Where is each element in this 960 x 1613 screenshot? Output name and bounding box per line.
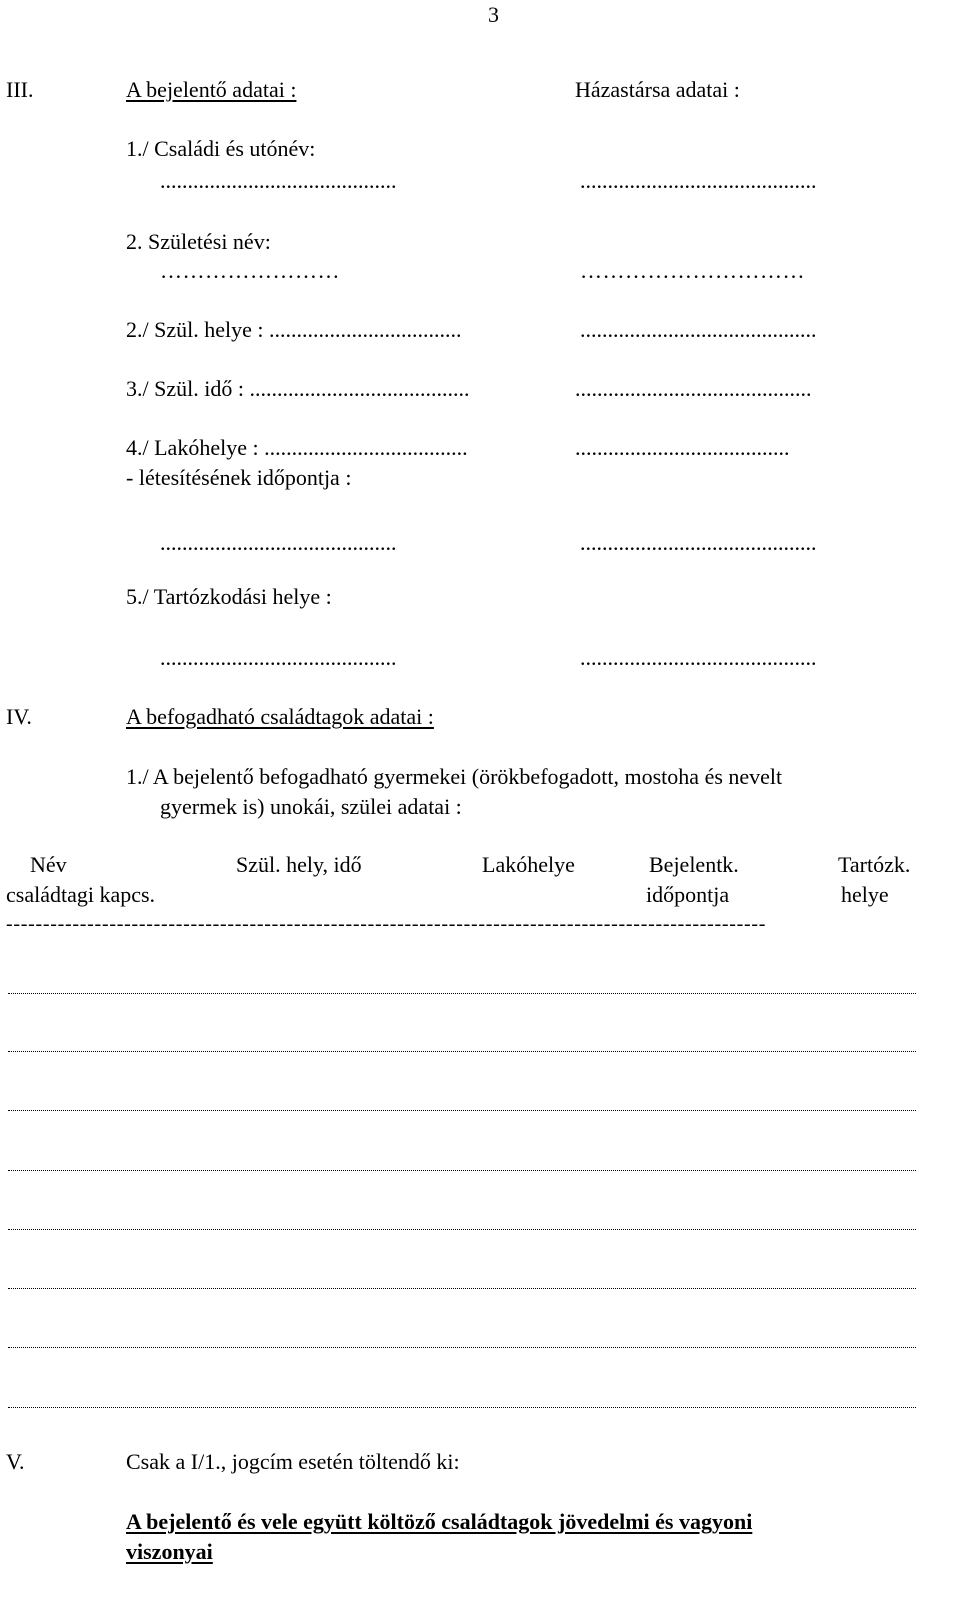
table-row[interactable] <box>8 1110 916 1111</box>
table-row[interactable] <box>8 1229 916 1230</box>
field-residence-established-label: - létesítésének időpontja : <box>126 465 352 490</box>
stay-place-applicant-field[interactable]: ........................................... <box>160 645 397 670</box>
field-family-name-label: 1./ Családi és utónév: <box>126 136 316 161</box>
table-header-divider: ------------------------------------------------------------------------------------------------------- <box>6 913 767 935</box>
section-iii-title: A bejelentő adatai : <box>126 77 297 102</box>
section-iv-number: IV. <box>6 704 32 729</box>
section-iii-number: III. <box>6 77 34 102</box>
birth-date-spouse-field[interactable]: ........................................... <box>575 376 812 401</box>
family-name-spouse-field[interactable]: ........................................... <box>580 168 817 193</box>
table-row[interactable] <box>8 1347 916 1348</box>
section-iv-item1-line1: 1./ A bejelentő befogadható gyermekei (örökbefogadott, mostoha és nevelt <box>126 764 783 789</box>
col-header-stay: Tartózk. <box>838 852 911 877</box>
stay-place-spouse-field[interactable]: ........................................... <box>580 645 817 670</box>
col-header-registration-date: időpontja <box>646 882 730 907</box>
table-row[interactable] <box>8 1170 916 1171</box>
birth-name-spouse-field[interactable]: ………………………… <box>580 258 805 283</box>
section-iv-title: A befogadható családtagok adatai : <box>126 704 434 729</box>
field-birth-name-label: 2. Születési név: <box>126 229 271 254</box>
table-row[interactable] <box>8 993 916 994</box>
table-row[interactable] <box>8 1051 916 1052</box>
field-birth-place[interactable]: 2./ Szül. helye : ................................... <box>126 317 462 342</box>
residence-established-applicant-field[interactable]: ........................................... <box>160 530 397 555</box>
col-header-birth: Szül. hely, idő <box>236 852 362 877</box>
field-stay-place-label: 5./ Tartózkodási helye : <box>126 584 332 609</box>
spouse-data-title: Házastársa adatai : <box>575 77 740 102</box>
col-header-registration: Bejelentk. <box>649 852 739 877</box>
residence-established-spouse-field[interactable]: ........................................... <box>580 530 817 555</box>
birth-name-applicant-field[interactable]: …………………… <box>160 258 340 283</box>
col-header-residence: Lakóhelye <box>482 852 575 877</box>
col-header-relation: családtagi kapcs. <box>6 882 156 907</box>
section-iv-item1-line2: gyermek is) unokái, szülei adatai : <box>160 794 462 819</box>
birth-place-spouse-field[interactable]: ........................................... <box>580 317 817 342</box>
section-v-title-line2: viszonyai <box>126 1539 213 1564</box>
section-v-title-line1: A bejelentő és vele együtt költöző családtagok jövedelmi és vagyoni <box>126 1509 753 1534</box>
field-birth-date[interactable]: 3./ Szül. idő : ........................................ <box>126 376 470 401</box>
family-name-applicant-field[interactable]: ........................................... <box>160 168 397 193</box>
section-v-text: Csak a I/1., jogcím esetén töltendő ki: <box>126 1449 460 1474</box>
col-header-stay-place: helye <box>841 882 889 907</box>
field-residence[interactable]: 4./ Lakóhelye : ..................................... <box>126 435 468 460</box>
col-header-name: Név <box>30 852 67 877</box>
residence-spouse-field[interactable]: ....................................... <box>575 435 790 460</box>
section-v-number: V. <box>6 1449 25 1474</box>
table-row[interactable] <box>8 1407 916 1408</box>
table-row[interactable] <box>8 1288 916 1289</box>
page-number: 3 <box>488 2 499 27</box>
